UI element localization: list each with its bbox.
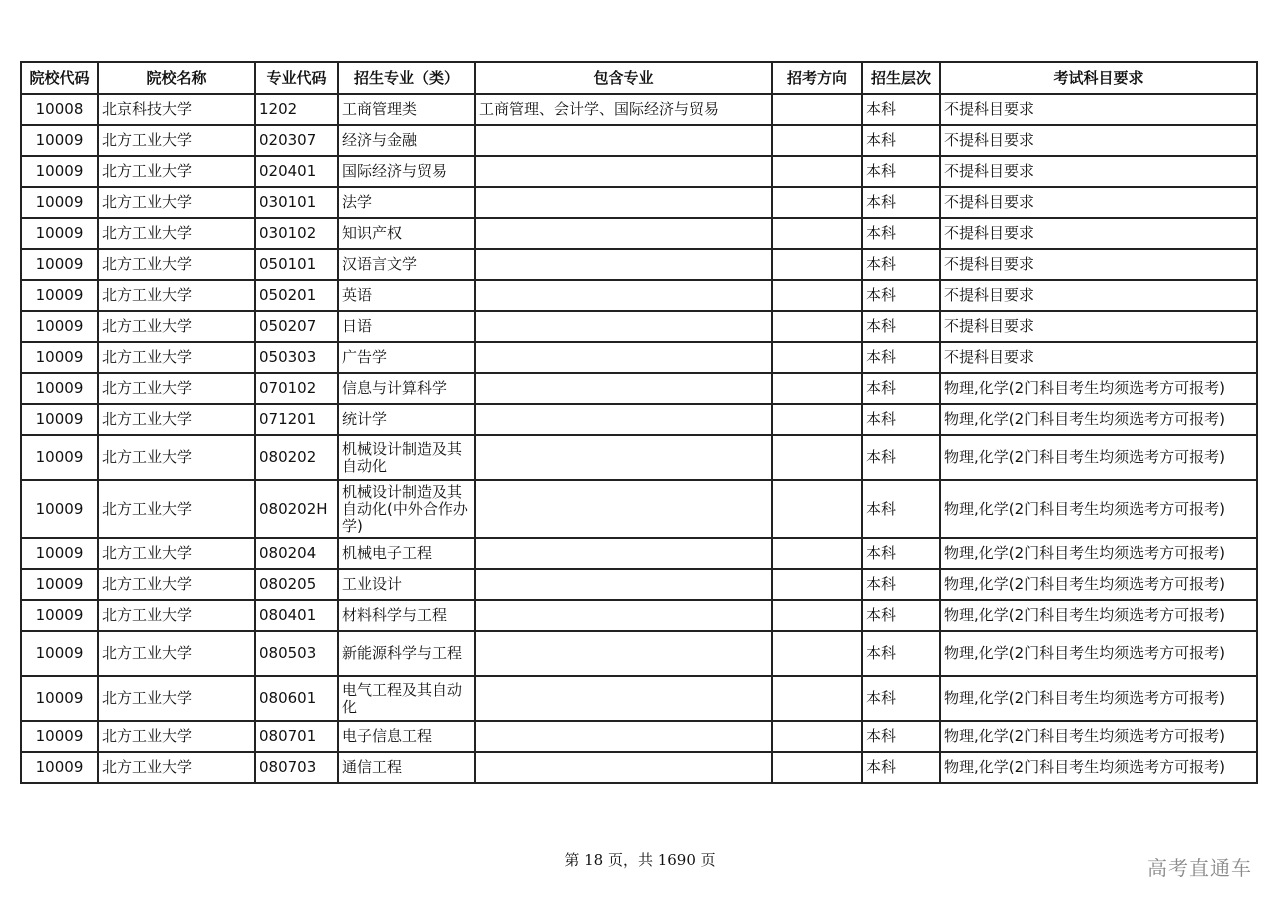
includes-cell [475,435,772,480]
direction-cell [772,311,862,342]
school-code-cell: 10009 [21,631,98,676]
school-code-cell: 10009 [21,676,98,721]
school-name-cell: 北方工业大学 [98,435,255,480]
school-name-cell: 北方工业大学 [98,538,255,569]
includes-cell [475,125,772,156]
header-includes: 包含专业 [475,62,772,94]
major-code-cell: 080701 [255,721,338,752]
includes-cell: 工商管理、会计学、国际经济与贸易 [475,94,772,125]
includes-cell [475,342,772,373]
school-code-cell: 10009 [21,187,98,218]
table-row [21,752,1257,783]
school-code-cell: 10009 [21,752,98,783]
level-cell: 本科 [862,752,940,783]
major-cell: 信息与计算科学 [338,373,475,404]
level-cell: 本科 [862,600,940,631]
header-row [21,62,1257,94]
school-name-cell: 北方工业大学 [98,218,255,249]
major-cell: 机械设计制造及其自动化 [338,435,475,480]
direction-cell [772,249,862,280]
major-cell: 广告学 [338,342,475,373]
requirement-cell: 物理,化学(2门科目考生均须选考方可报考) [940,569,1257,600]
major-cell: 法学 [338,187,475,218]
level-cell: 本科 [862,721,940,752]
level-cell: 本科 [862,373,940,404]
major-cell: 机械电子工程 [338,538,475,569]
includes-cell [475,218,772,249]
level-cell: 本科 [862,218,940,249]
direction-cell [772,125,862,156]
direction-cell [772,569,862,600]
major-cell: 英语 [338,280,475,311]
includes-cell [475,249,772,280]
school-code-cell: 10009 [21,311,98,342]
school-name-cell: 北方工业大学 [98,125,255,156]
school-name-cell: 北方工业大学 [98,631,255,676]
school-code-cell: 10008 [21,94,98,125]
requirement-cell: 不提科目要求 [940,94,1257,125]
level-cell: 本科 [862,404,940,435]
header-major-code: 专业代码 [255,62,338,94]
major-code-cell: 020401 [255,156,338,187]
direction-cell [772,373,862,404]
requirement-cell: 物理,化学(2门科目考生均须选考方可报考) [940,538,1257,569]
table-row [21,676,1257,721]
school-name-cell: 北方工业大学 [98,480,255,538]
table-row [21,311,1257,342]
school-name-cell: 北方工业大学 [98,404,255,435]
includes-cell [475,480,772,538]
major-code-cell: 030102 [255,218,338,249]
school-name-cell: 北方工业大学 [98,156,255,187]
school-name-cell: 北京科技大学 [98,94,255,125]
school-name-cell: 北方工业大学 [98,373,255,404]
level-cell: 本科 [862,342,940,373]
level-cell: 本科 [862,538,940,569]
level-cell: 本科 [862,187,940,218]
table-row [21,569,1257,600]
requirement-cell: 物理,化学(2门科目考生均须选考方可报考) [940,404,1257,435]
school-name-cell: 北方工业大学 [98,569,255,600]
table-row [21,187,1257,218]
includes-cell [475,676,772,721]
includes-cell [475,373,772,404]
header-major: 招生专业（类） [338,62,475,94]
school-code-cell: 10009 [21,156,98,187]
requirement-cell: 物理,化学(2门科目考生均须选考方可报考) [940,373,1257,404]
major-code-cell: 080205 [255,569,338,600]
header-direction: 招考方向 [772,62,862,94]
major-code-cell: 050201 [255,280,338,311]
school-code-cell: 10009 [21,342,98,373]
school-name-cell: 北方工业大学 [98,249,255,280]
major-cell: 汉语言文学 [338,249,475,280]
major-cell: 工商管理类 [338,94,475,125]
table-row [21,404,1257,435]
direction-cell [772,94,862,125]
requirement-cell: 物理,化学(2门科目考生均须选考方可报考) [940,721,1257,752]
school-name-cell: 北方工业大学 [98,600,255,631]
major-cell: 工业设计 [338,569,475,600]
school-name-cell: 北方工业大学 [98,342,255,373]
major-code-cell: 050303 [255,342,338,373]
major-cell: 统计学 [338,404,475,435]
major-code-cell: 080503 [255,631,338,676]
direction-cell [772,435,862,480]
page-number: 第 18 页，共 1690 页 [564,851,716,869]
watermark-logo-text: 高考直通车 [1147,856,1252,880]
major-cell: 机械设计制造及其自动化(中外合作办学) [338,480,475,538]
header-level: 招生层次 [862,62,940,94]
requirement-cell: 物理,化学(2门科目考生均须选考方可报考) [940,435,1257,480]
level-cell: 本科 [862,94,940,125]
level-cell: 本科 [862,676,940,721]
includes-cell [475,280,772,311]
requirement-cell: 物理,化学(2门科目考生均须选考方可报考) [940,631,1257,676]
school-code-cell: 10009 [21,218,98,249]
school-name-cell: 北方工业大学 [98,752,255,783]
table-row [21,435,1257,480]
major-cell: 日语 [338,311,475,342]
includes-cell [475,311,772,342]
header-school-code: 院校代码 [21,62,98,94]
direction-cell [772,538,862,569]
direction-cell [772,600,862,631]
school-code-cell: 10009 [21,280,98,311]
school-code-cell: 10009 [21,435,98,480]
includes-cell [475,404,772,435]
major-code-cell: 070102 [255,373,338,404]
major-cell: 新能源科学与工程 [338,631,475,676]
table-row [21,249,1257,280]
major-code-cell: 080703 [255,752,338,783]
major-cell: 知识产权 [338,218,475,249]
table-row [21,156,1257,187]
requirement-cell: 不提科目要求 [940,249,1257,280]
table-row [21,94,1257,125]
table-row [21,373,1257,404]
direction-cell [772,342,862,373]
table-row [21,721,1257,752]
school-code-cell: 10009 [21,480,98,538]
school-name-cell: 北方工业大学 [98,187,255,218]
includes-cell [475,156,772,187]
includes-cell [475,187,772,218]
school-code-cell: 10009 [21,373,98,404]
requirement-cell: 不提科目要求 [940,156,1257,187]
major-cell: 国际经济与贸易 [338,156,475,187]
major-code-cell: 020307 [255,125,338,156]
level-cell: 本科 [862,480,940,538]
includes-cell [475,631,772,676]
includes-cell [475,752,772,783]
requirement-cell: 不提科目要求 [940,280,1257,311]
school-code-cell: 10009 [21,569,98,600]
includes-cell [475,600,772,631]
level-cell: 本科 [862,569,940,600]
requirement-cell: 不提科目要求 [940,218,1257,249]
table-row [21,218,1257,249]
level-cell: 本科 [862,156,940,187]
header-requirement: 考试科目要求 [940,62,1257,94]
table-row [21,342,1257,373]
major-code-cell: 050101 [255,249,338,280]
direction-cell [772,156,862,187]
direction-cell [772,480,862,538]
requirement-cell: 物理,化学(2门科目考生均须选考方可报考) [940,600,1257,631]
major-cell: 通信工程 [338,752,475,783]
school-code-cell: 10009 [21,404,98,435]
level-cell: 本科 [862,435,940,480]
requirement-cell: 物理,化学(2门科目考生均须选考方可报考) [940,480,1257,538]
table-row [21,480,1257,538]
level-cell: 本科 [862,280,940,311]
school-code-cell: 10009 [21,538,98,569]
direction-cell [772,752,862,783]
direction-cell [772,721,862,752]
major-code-cell: 080401 [255,600,338,631]
requirement-cell: 物理,化学(2门科目考生均须选考方可报考) [940,676,1257,721]
direction-cell [772,280,862,311]
table-row [21,600,1257,631]
major-code-cell: 1202 [255,94,338,125]
major-code-cell: 080204 [255,538,338,569]
school-name-cell: 北方工业大学 [98,676,255,721]
major-code-cell: 071201 [255,404,338,435]
header-school-name: 院校名称 [98,62,255,94]
major-code-cell: 080601 [255,676,338,721]
level-cell: 本科 [862,311,940,342]
includes-cell [475,569,772,600]
admission-table [20,61,1258,784]
school-code-cell: 10009 [21,125,98,156]
requirement-cell: 不提科目要求 [940,125,1257,156]
includes-cell [475,538,772,569]
school-code-cell: 10009 [21,721,98,752]
school-name-cell: 北方工业大学 [98,311,255,342]
level-cell: 本科 [862,125,940,156]
requirement-cell: 不提科目要求 [940,311,1257,342]
school-name-cell: 北方工业大学 [98,721,255,752]
requirement-cell: 不提科目要求 [940,342,1257,373]
major-cell: 材料科学与工程 [338,600,475,631]
includes-cell [475,721,772,752]
table-row [21,631,1257,676]
school-code-cell: 10009 [21,600,98,631]
level-cell: 本科 [862,249,940,280]
major-code-cell: 080202 [255,435,338,480]
direction-cell [772,631,862,676]
requirement-cell: 物理,化学(2门科目考生均须选考方可报考) [940,752,1257,783]
major-cell: 经济与金融 [338,125,475,156]
major-code-cell: 030101 [255,187,338,218]
table-row [21,125,1257,156]
school-name-cell: 北方工业大学 [98,280,255,311]
direction-cell [772,218,862,249]
direction-cell [772,187,862,218]
major-code-cell: 050207 [255,311,338,342]
table-row [21,280,1257,311]
major-cell: 电子信息工程 [338,721,475,752]
direction-cell [772,404,862,435]
major-cell: 电气工程及其自动化 [338,676,475,721]
table-row [21,538,1257,569]
level-cell: 本科 [862,631,940,676]
school-code-cell: 10009 [21,249,98,280]
major-code-cell: 080202H [255,480,338,538]
direction-cell [772,676,862,721]
requirement-cell: 不提科目要求 [940,187,1257,218]
